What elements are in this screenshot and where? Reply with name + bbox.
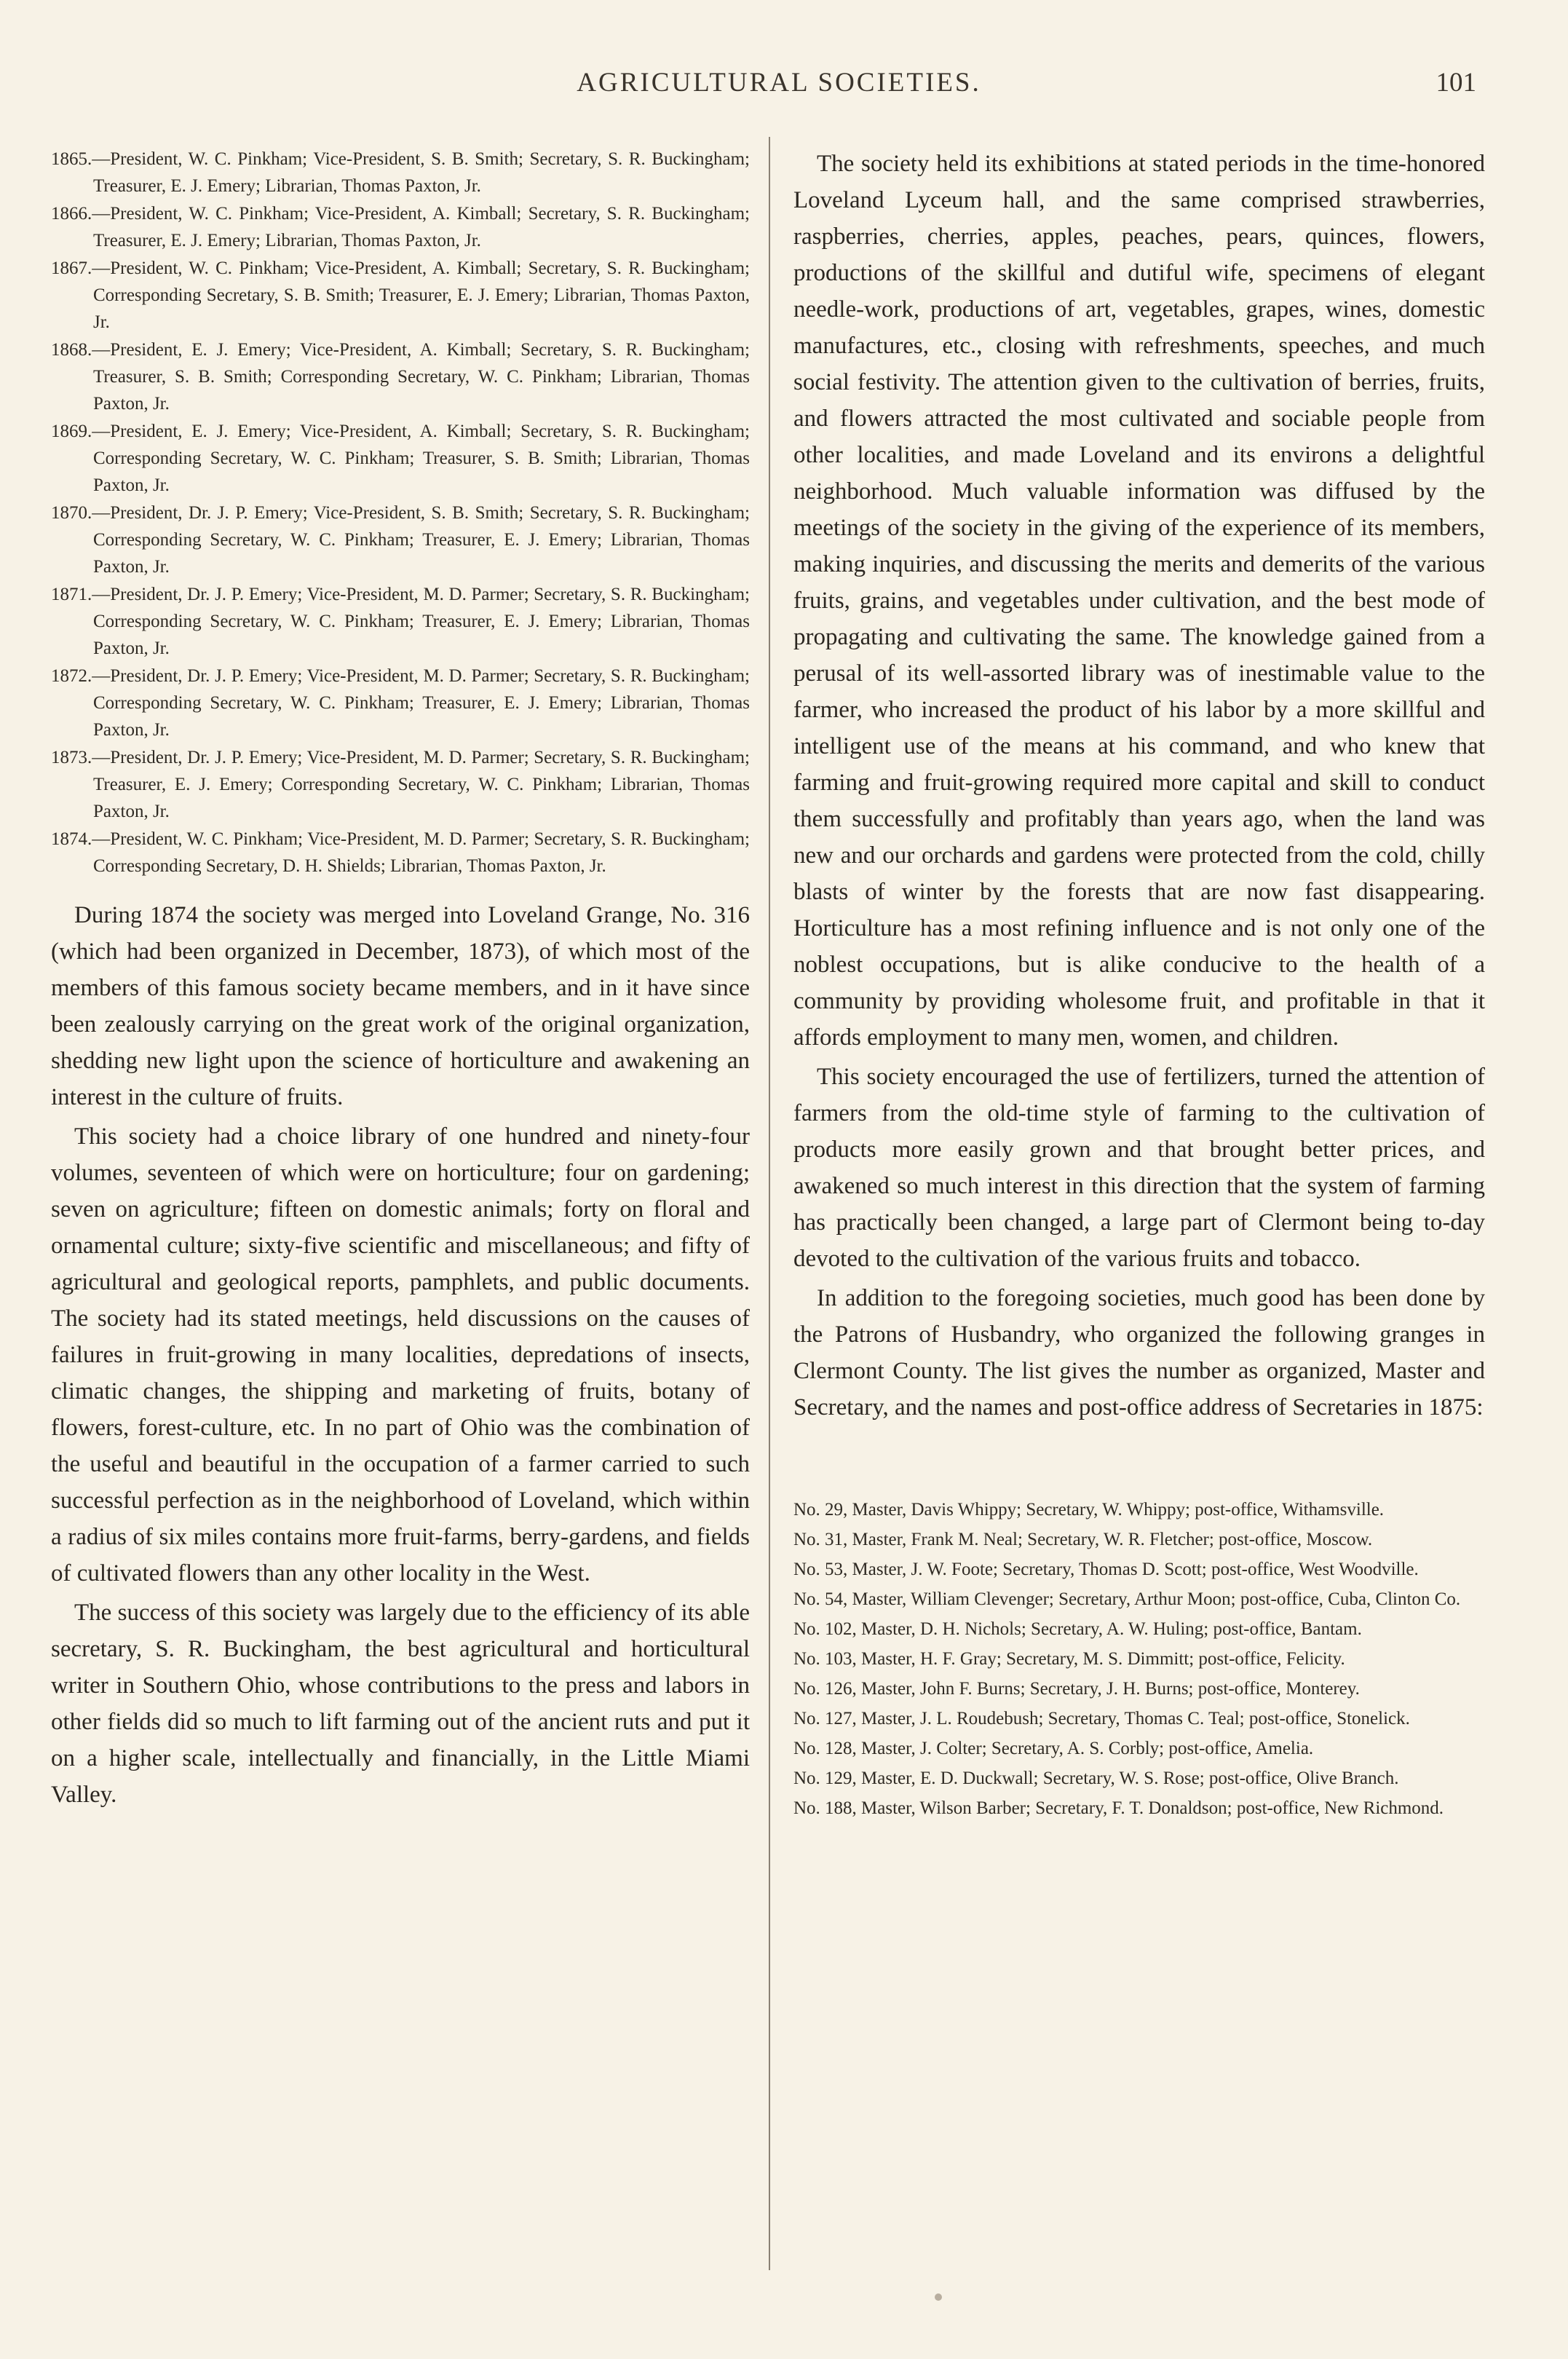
grange-list	[793, 1497, 1485, 1821]
officer-entry: 1868.—President, E. J. Emery; Vice-President, A. Kimball; Secretary, S. R. Buckingham; Treasurer, S. B. Smith; Corresponding Secretary, W. C. Pinkham; Librarian, Thomas Paxton, Jr.	[51, 340, 750, 414]
column-divider	[769, 137, 770, 2270]
grange-entry: No. 126, Master, John F. Burns; Secretary, J. H. Burns; post-office, Monterey.	[793, 1679, 1360, 1699]
grange-entry: No. 128, Master, J. Colter; Secretary, A. S. Corbly; post-office, Amelia.	[793, 1739, 1314, 1758]
running-head	[0, 67, 1568, 111]
officer-list	[51, 146, 750, 880]
grange-entry: No. 188, Master, Wilson Barber; Secretary, F. T. Donaldson; post-office, New Richmond.	[793, 1798, 1444, 1818]
grange-entry: No. 53, Master, J. W. Foote; Secretary, Thomas D. Scott; post-office, West Woodville.	[793, 1560, 1419, 1579]
body-paragraph: During 1874 the society was merged into Loveland Grange, No. 316 (which had been organized in December, 1873), of which most of the members of this famous society became members, and in it have since been zealously carrying on the great work of the original organization, shedding new light upon the science of horticulture and awakening an interest in the culture of fruits.	[51, 902, 750, 1110]
officer-entry: 1872.—President, Dr. J. P. Emery; Vice-President, M. D. Parmer; Secretary, S. R. Buckingham; Corresponding Secretary, W. C. Pinkham; Treasurer, E. J. Emery; Librarian, Thomas Paxton, Jr.	[51, 666, 750, 740]
officer-entry: 1873.—President, Dr. J. P. Emery; Vice-President, M. D. Parmer; Secretary, S. R. Buckingham; Treasurer, E. J. Emery; Corresponding Secretary, W. C. Pinkham; Librarian, Thomas Paxton, Jr.	[51, 748, 750, 821]
grange-entry: No. 129, Master, E. D. Duckwall; Secretary, W. S. Rose; post-office, Olive Branch.	[793, 1769, 1399, 1788]
grange-entry: No. 31, Master, Frank M. Neal; Secretary, W. R. Fletcher; post-office, Moscow.	[793, 1530, 1373, 1549]
grange-entry: No. 29, Master, Davis Whippy; Secretary, W. Whippy; post-office, Withamsville.	[793, 1500, 1385, 1520]
body-paragraph: This society encouraged the use of fertilizers, turned the attention of farmers from the old-time style of farming to the cultivation of products more easily grown and that brought better prices, and awakened so much interest in this direction that the system of farming has practically been changed, a large part of Clermont being to-day devoted to the cultivation of the various fruits and tobacco.	[793, 1064, 1485, 1272]
grange-entry: No. 103, Master, H. F. Gray; Secretary, M. S. Dimmitt; post-office, Felicity.	[793, 1649, 1345, 1669]
officer-entry: 1870.—President, Dr. J. P. Emery; Vice-President, S. B. Smith; Secretary, S. R. Buckingham; Corresponding Secretary, W. C. Pinkham; Treasurer, E. J. Emery; Librarian, Thomas Paxton, Jr.	[51, 503, 750, 577]
officer-entry: 1867.—President, W. C. Pinkham; Vice-President, A. Kimball; Secretary, S. R. Buckingham; Corresponding Secretary, S. B. Smith; Treasurer, E. J. Emery; Librarian, Thomas Paxton, Jr.	[51, 258, 750, 332]
officer-entry: 1874.—President, W. C. Pinkham; Vice-President, M. D. Parmer; Secretary, S. R. Buckingham; Corresponding Secretary, D. H. Shields; Librarian, Thomas Paxton, Jr.	[51, 829, 750, 876]
body-paragraph: This society had a choice library of one hundred and ninety-four volumes, seventeen of which were on horticulture; four on gardening; seven on agriculture; fifteen on domestic animals; forty on floral and ornamental culture; sixty-five scientific and miscellaneous; and fifty of agricultural and geological reports, pamphlets, and public documents. The society had its stated meetings, held discussions on the causes of failures in fruit-growing in many localities, depredations of insects, climatic changes, the shipping and marketing of fruits, botany of flowers, forest-culture, etc. In no part of Ohio was the combination of the useful and beautiful in the occupation of a farmer carried to such successful perfection as in the neighborhood of Loveland, which within a radius of six miles contains more fruit-farms, berry-gardens, and fields of cultivated flowers than any other locality in the West.	[51, 1123, 750, 1587]
grange-entry: No. 54, Master, William Clevenger; Secretary, Arthur Moon; post-office, Cuba, Clinton Co.	[793, 1589, 1461, 1609]
officer-entry: 1869.—President, E. J. Emery; Vice-President, A. Kimball; Secretary, S. R. Buckingham; Corresponding Secretary, W. C. Pinkham; Treasurer, S. B. Smith; Librarian, Thomas Paxton, Jr.	[51, 422, 750, 495]
officer-entry: 1871.—President, Dr. J. P. Emery; Vice-President, M. D. Parmer; Secretary, S. R. Buckingham; Corresponding Secretary, W. C. Pinkham; Treasurer, E. J. Emery; Librarian, Thomas Paxton, Jr.	[51, 585, 750, 658]
officer-entry: 1866.—President, W. C. Pinkham; Vice-President, A. Kimball; Secretary, S. R. Buckingham; Treasurer, E. J. Emery; Librarian, Thomas Paxton, Jr.	[51, 204, 750, 250]
right-column	[793, 146, 1485, 1825]
page-number: 101	[1436, 68, 1476, 98]
ink-smudge	[935, 2293, 942, 2301]
right-prose	[793, 146, 1485, 1426]
running-title: AGRICULTURAL SOCIETIES.	[577, 68, 981, 98]
body-paragraph: In addition to the foregoing societies, much good has been done by the Patrons of Husbandry, who organized the following granges in Clermont County. The list gives the number as organized, Master and Secretary, and the names and post-office address of Secretaries in 1875:	[793, 1285, 1485, 1420]
body-paragraph: The society held its exhibitions at stated periods in the time-honored Loveland Lyceum hall, and the same comprised strawberries, raspberries, cherries, apples, peaches, pears, quinces, flowers, productions of the skillful and dutiful wife, specimens of elegant needle-work, productions of art, vegetables, grapes, wines, domestic manufactures, etc., closing with refreshments, speeches, and much social festivity. The attention given to the cultivation of berries, fruits, and flowers attracted the most cultivated and sociable people from other localities, and made Loveland and its environs a delightful neighborhood. Much valuable information was diffused by the meetings of the society in the giving of the experience of its members, making inquiries, and discussing the merits and demerits of the various fruits, grains, and vegetables under cultivation, and the best mode of propagating and cultivating the same. The knowledge gained from a perusal of its well-assorted library was of inestimable value to the farmer, who increased the product of his labor by a more skillful and intelligent use of the means at his command, and who knew that farming and fruit-growing required more capital and skill to conduct them successfully and profitably than years ago, when the land was new and our orchards and gardens were protected from the cold, chilly blasts of winter by the forests that are now fast disappearing. Horticulture has a most refining influence and is not only one of the noblest occupations, but is alike conducive to the health of a community by providing wholesome fruit, and profitable in that it affords employment to many men, women, and children.	[793, 151, 1485, 1051]
grange-entry: No. 102, Master, D. H. Nichols; Secretary, A. W. Huling; post-office, Bantam.	[793, 1619, 1362, 1639]
left-prose	[51, 897, 750, 1813]
officer-entry: 1865.—President, W. C. Pinkham; Vice-President, S. B. Smith; Secretary, S. R. Buckingham; Treasurer, E. J. Emery; Librarian, Thomas Paxton, Jr.	[51, 149, 750, 196]
left-column	[51, 146, 750, 1813]
grange-entry: No. 127, Master, J. L. Roudebush; Secretary, Thomas C. Teal; post-office, Stonelick.	[793, 1709, 1410, 1728]
body-paragraph: The success of this society was largely due to the efficiency of its able secretary, S. R. Buckingham, the best agricultural and horticultural writer in Southern Ohio, whose contributions to the press and labors in other fields did so much to lift farming out of the ancient ruts and put it on a higher scale, intellectually and financially, in the Little Miami Valley.	[51, 1600, 750, 1808]
